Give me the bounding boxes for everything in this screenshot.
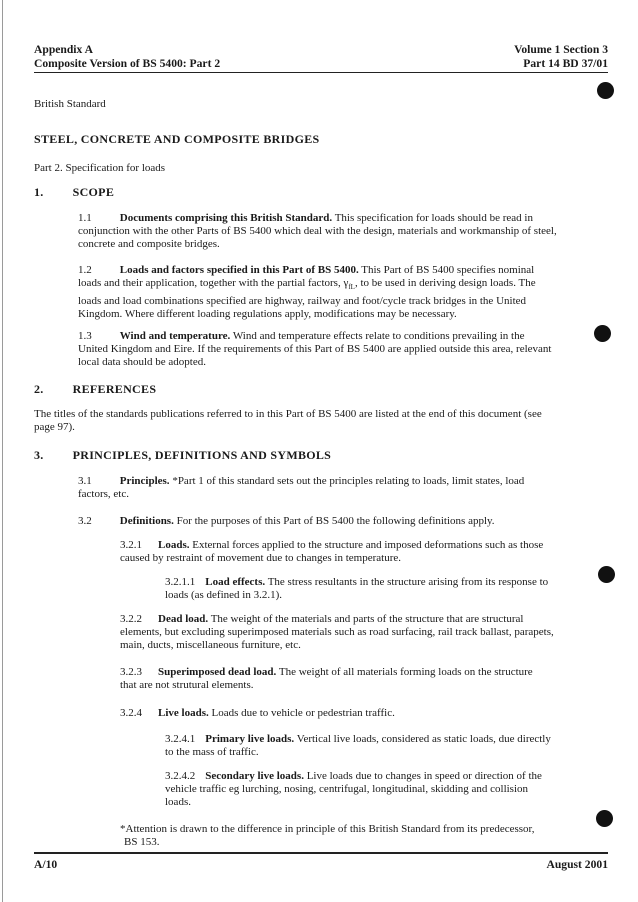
doc-source: British Standard [34, 98, 106, 110]
header-volume: Volume 1 Section 3 [514, 43, 608, 56]
clause-3-2-4-2 [165, 770, 585, 810]
header-rule [34, 72, 608, 73]
clause-text: Live loads due to changes in speed or direction of the [306, 770, 542, 782]
clause-text: loads and load combinations specified are highway, railway and foot/cycle track bridges in the United [78, 294, 527, 307]
clause-3-2-4-1 [165, 733, 585, 759]
footnote-text: BS 153. [124, 836, 160, 849]
clause-text: concrete and composite bridges. [78, 238, 220, 251]
binder-hole-icon [598, 566, 615, 583]
clause-1-2 [78, 264, 583, 321]
clause-number: 3.2.4.2 [165, 770, 196, 782]
clause-text: Kingdom. Where different loading regulations apply, modifications may be necessary. [78, 307, 457, 320]
section-heading-principles [34, 448, 331, 463]
footer-page-number: A/10 [34, 858, 58, 871]
clause-text: External forces applied to the structure and imposed deformations such as those [192, 539, 544, 551]
clause-text: main, ducts, miscellaneous furniture, etc. [120, 639, 301, 652]
clause-3-2-2 [120, 613, 582, 653]
header-left [34, 43, 220, 71]
clause-title: Documents comprising this British Standard. [119, 212, 333, 224]
clause-text: *Part 1 of this standard sets out the principles relating to loads, limit states, load [172, 475, 525, 487]
clause-text: The weight of the materials and parts of the structure that are structural [210, 613, 524, 625]
clause-text: This specification for loads should be read in [334, 212, 533, 224]
clause-text: that are not strutural elements. [120, 679, 254, 692]
clause-title: Dead load. [158, 613, 209, 625]
clause-1-3 [78, 330, 583, 370]
clause-title: Secondary live loads. [205, 770, 304, 782]
doc-title: STEEL, CONCRETE AND COMPOSITE BRIDGES [34, 132, 320, 146]
clause-number: 3.1 [78, 475, 92, 487]
section-heading-references [34, 382, 156, 397]
header-right [514, 43, 608, 71]
header-appendix: Appendix A [34, 43, 93, 56]
section-number: 2. [34, 382, 44, 396]
paragraph-text: page 97). [34, 421, 75, 434]
clause-text: Vertical live loads, considered as static loads, due directly [296, 733, 551, 745]
clause-title: Principles. [119, 475, 170, 487]
clause-text: loads and their application, together with the partial factors, [78, 277, 344, 290]
clause-3-2-1-1 [165, 576, 585, 602]
clause-text: Wind and temperature effects relate to conditions prevailing in the [232, 330, 525, 342]
section-title: REFERENCES [72, 382, 157, 396]
clause-text: to the mass of traffic. [165, 746, 259, 759]
clause-text: , to be used in deriving design loads. The [354, 277, 536, 290]
clause-title: Live loads. [158, 707, 209, 719]
clause-title: Definitions. [119, 515, 174, 527]
clause-number: 1.3 [78, 330, 92, 342]
clause-text: The weight of all materials forming loads on the structure [278, 666, 533, 678]
footer-rule [34, 852, 608, 854]
header-composite-version: Composite Version of BS 5400: Part 2 [34, 57, 221, 70]
binder-hole-icon [596, 810, 613, 827]
scan-edge [2, 0, 3, 902]
footnote [120, 823, 582, 849]
clause-text: loads (as defined in 3.2.1). [165, 589, 282, 602]
clause-text: vehicle traffic eg lurching, nosing, centrifugal, longitudinal, skidding and collision [165, 783, 529, 796]
clause-text: local data should be adopted. [78, 356, 206, 369]
clause-3-2-3 [120, 666, 582, 692]
clause-number: 3.2 [78, 515, 92, 527]
gamma-subscript: fL [348, 283, 355, 292]
clause-number: 1.2 [78, 264, 92, 276]
clause-3-2 [78, 515, 583, 528]
clause-3-1 [78, 475, 583, 501]
section-heading-scope [34, 185, 114, 200]
clause-number: 3.2.2 [120, 613, 142, 625]
clause-number: 3.2.4 [120, 707, 142, 719]
paragraph-text: The titles of the standards publications referred to in this Part of BS 5400 are listed at the end of this document (see [34, 408, 542, 420]
section-title: PRINCIPLES, DEFINITIONS AND SYMBOLS [72, 448, 332, 462]
clause-3-2-4 [120, 707, 582, 720]
section-number: 1. [34, 185, 44, 199]
header-part: Part 14 BD 37/01 [523, 57, 608, 70]
clause-text: loads. [165, 796, 191, 809]
binder-hole-icon [594, 325, 611, 342]
clause-title: Primary live loads. [205, 733, 295, 745]
clause-text: elements, but excluding superimposed materials such as road surfacing, rail track ballast, parapets, [120, 626, 554, 639]
footnote-text: *Attention is drawn to the difference in principle of this British Standard from its predecessor, [120, 823, 535, 835]
binder-hole-icon [597, 82, 614, 99]
clause-title: Load effects. [205, 576, 266, 588]
gamma-symbol: γ [343, 277, 349, 290]
clause-text: The stress resultants in the structure arising from its response to [267, 576, 549, 588]
clause-title: Loads. [158, 539, 190, 551]
clause-text: This Part of BS 5400 specifies nominal [361, 264, 535, 276]
clause-text: United Kingdom and Eire. If the requirements of this Part of BS 5400 are applied outside this area, relevant [78, 343, 552, 356]
clause-text: Loads due to vehicle or pedestrian traffic. [211, 707, 395, 719]
clause-text: conjunction with the other Parts of BS 5400 which deal with the design, materials and workmanship of steel, [78, 225, 557, 238]
clause-number: 3.2.1.1 [165, 576, 196, 588]
doc-part: Part 2. Specification for loads [34, 162, 166, 174]
clause-text: For the purposes of this Part of BS 5400 the following definitions apply. [176, 515, 495, 527]
clause-number: 3.2.3 [120, 666, 142, 678]
clause-number: 3.2.4.1 [165, 733, 196, 745]
section-title: SCOPE [72, 185, 115, 199]
clause-title: Loads and factors specified in this Part of BS 5400. [119, 264, 359, 276]
footer-date: August 2001 [546, 858, 608, 871]
clause-text: caused by restraint of movement due to changes in temperature. [120, 552, 402, 565]
clause-number: 3.2.1 [120, 539, 142, 551]
clause-title: Wind and temperature. [119, 330, 231, 342]
references-text [34, 408, 594, 434]
clause-1-1 [78, 212, 583, 252]
clause-number: 1.1 [78, 212, 92, 224]
section-number: 3. [34, 448, 44, 462]
clause-title: Superimposed dead load. [158, 666, 277, 678]
clause-3-2-1 [120, 539, 582, 565]
clause-text: factors, etc. [78, 488, 129, 501]
